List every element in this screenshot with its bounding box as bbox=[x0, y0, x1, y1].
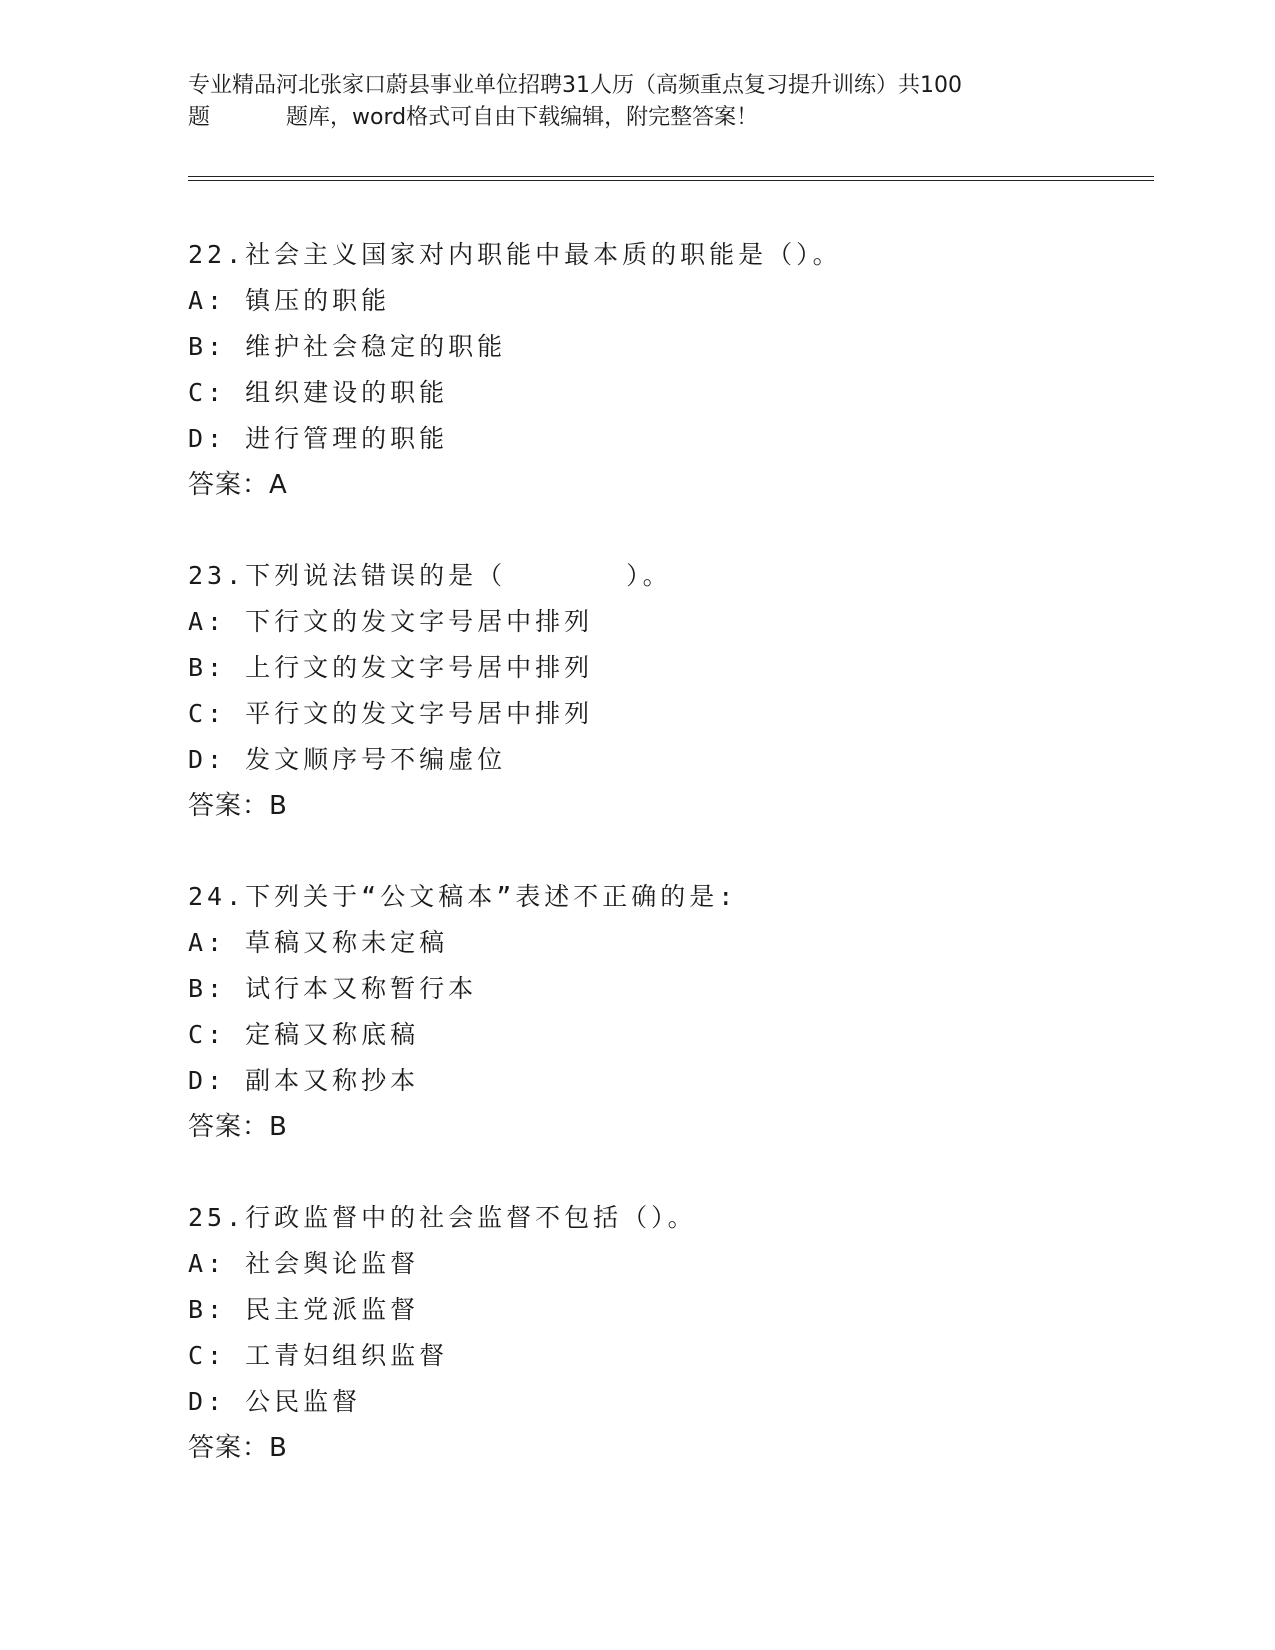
option-d: D: 进行管理的职能 bbox=[188, 424, 449, 453]
option-c: C: 组织建设的职能 bbox=[188, 378, 449, 407]
question-stem: 24.下列关于“公文稿本”表述不正确的是: bbox=[188, 882, 738, 911]
question-22 bbox=[188, 232, 1088, 508]
question-23 bbox=[188, 553, 1088, 829]
option-a: A: 下行文的发文字号居中排列 bbox=[188, 607, 594, 636]
question-stem-start: 23.下列说法错误的是（ bbox=[188, 561, 507, 590]
answer-line: 答案：B bbox=[188, 791, 288, 821]
answer-line: 答案：B bbox=[188, 1433, 288, 1463]
question-stem: 22.社会主义国家对内职能中最本质的职能是（）。 bbox=[188, 240, 842, 269]
question-stem-end: ）。 bbox=[626, 561, 672, 590]
option-b: B: 上行文的发文字号居中排列 bbox=[188, 653, 594, 682]
option-c: C: 平行文的发文字号居中排列 bbox=[188, 699, 594, 728]
option-a: A: 镇压的职能 bbox=[188, 286, 391, 315]
option-b: B: 民主党派监督 bbox=[188, 1295, 420, 1324]
option-c: C: 工青妇组织监督 bbox=[188, 1341, 449, 1370]
question-24 bbox=[188, 874, 1088, 1150]
header-divider-bottom bbox=[188, 180, 1154, 181]
question-25 bbox=[188, 1195, 1088, 1471]
option-b: B: 试行本又称暂行本 bbox=[188, 974, 478, 1003]
option-d: D: 公民监督 bbox=[188, 1387, 362, 1416]
header-subtitle-prefix: 题 bbox=[188, 105, 211, 130]
option-a: A: 草稿又称未定稿 bbox=[188, 928, 449, 957]
option-a: A: 社会舆论监督 bbox=[188, 1249, 420, 1278]
question-stem bbox=[188, 553, 1088, 599]
header-title-line: 专业精品河北张家口蔚县事业单位招聘31人历（高频重点复习提升训练）共100 bbox=[188, 73, 962, 98]
answer-line: 答案：B bbox=[188, 1112, 288, 1142]
question-stem: 25.行政监督中的社会监督不包括（）。 bbox=[188, 1203, 697, 1232]
header-divider-top bbox=[188, 176, 1154, 177]
answer-line: 答案：A bbox=[188, 470, 288, 500]
option-b: B: 维护社会稳定的职能 bbox=[188, 332, 507, 361]
option-d: D: 副本又称抄本 bbox=[188, 1066, 420, 1095]
header-subtitle-text: 题库，word格式可自由下载编辑，附完整答案！ bbox=[286, 105, 759, 130]
header-subtitle-line bbox=[188, 102, 1068, 134]
option-d: D: 发文顺序号不编虚位 bbox=[188, 745, 507, 774]
option-c: C: 定稿又称底稿 bbox=[188, 1020, 420, 1049]
document-header bbox=[188, 70, 1068, 134]
